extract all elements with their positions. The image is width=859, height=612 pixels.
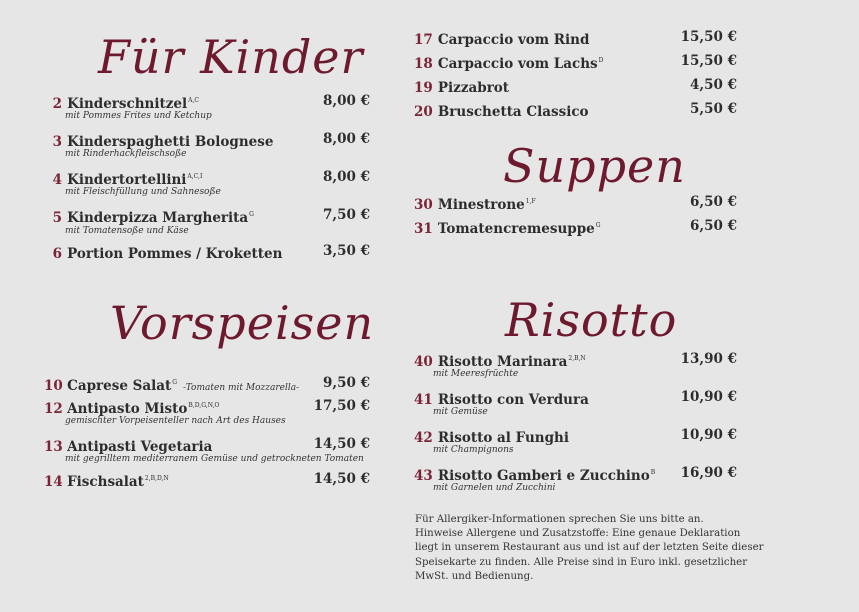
menu-item-14 bbox=[44, 471, 169, 490]
allergen-notice bbox=[415, 513, 764, 584]
item-price: 7,50 € bbox=[323, 207, 370, 223]
item-name: Caprese Salat bbox=[67, 378, 172, 394]
allergen-codes: 2,B,D,N bbox=[144, 475, 169, 482]
item-number: 5 bbox=[52, 210, 62, 226]
item-number: 4 bbox=[52, 172, 62, 188]
item-number: 19 bbox=[414, 80, 433, 96]
item-name: Tomatencremesuppe bbox=[437, 221, 595, 237]
item-name: Portion Pommes / Kroketten bbox=[67, 246, 283, 262]
item-price: 10,90 € bbox=[680, 427, 737, 443]
item-description: gemischter Vorpeisenteller nach Art des Hauses bbox=[65, 416, 286, 426]
item-number: 41 bbox=[414, 392, 433, 408]
menu-item-19 bbox=[414, 77, 509, 96]
item-price: 4,50 € bbox=[690, 77, 737, 93]
menu-item-41 bbox=[414, 389, 589, 408]
notice-line: liegt in unserem Restaurant aus und ist auf der letzten Seite dieser bbox=[415, 542, 764, 554]
item-name: Bruschetta Classico bbox=[437, 104, 589, 120]
heading-suppen: Suppen bbox=[503, 139, 686, 193]
item-description: mit Meeresfrüchte bbox=[433, 369, 519, 379]
item-price: 15,50 € bbox=[680, 29, 737, 45]
menu-item-18 bbox=[414, 53, 603, 72]
allergen-codes: A,C bbox=[188, 97, 199, 104]
item-name: Pizzabrot bbox=[437, 80, 510, 96]
item-price: 6,50 € bbox=[690, 218, 737, 234]
item-name: Kindertortellini bbox=[67, 172, 187, 188]
item-number: 30 bbox=[414, 197, 433, 213]
item-description: mit Tomatensoße und Käse bbox=[65, 226, 189, 236]
menu-item-40 bbox=[414, 351, 586, 370]
heading-risotto: Risotto bbox=[505, 293, 678, 347]
allergen-codes: G bbox=[172, 379, 178, 386]
allergen-codes: 2,B,N bbox=[568, 355, 586, 362]
menu-item-13 bbox=[44, 436, 212, 455]
item-name: Risotto al Funghi bbox=[437, 430, 569, 446]
item-number: 42 bbox=[414, 430, 433, 446]
item-price: 8,00 € bbox=[323, 131, 370, 147]
notice-line: Hinweise Allergene und Zusatzstoffe: Eine genaue Deklaration bbox=[415, 528, 741, 540]
item-description: mit Gemüse bbox=[433, 407, 488, 417]
menu-item-42 bbox=[414, 427, 569, 446]
item-note: -Tomaten mit Mozzarella- bbox=[183, 383, 300, 393]
item-name: Antipasto Misto bbox=[67, 401, 188, 417]
item-number: 14 bbox=[44, 474, 63, 490]
item-name: Minestrone bbox=[437, 197, 525, 213]
item-description: mit Rinderhackfleischsoße bbox=[65, 149, 187, 159]
item-number: 6 bbox=[52, 246, 62, 262]
allergen-codes: A,C,I bbox=[187, 173, 203, 180]
item-description: mit Garnelen und Zucchini bbox=[433, 483, 556, 493]
item-name: Risotto con Verdura bbox=[437, 392, 589, 408]
item-number: 31 bbox=[414, 221, 433, 237]
item-number: 3 bbox=[52, 134, 62, 150]
item-number: 10 bbox=[44, 378, 63, 394]
item-price: 3,50 € bbox=[323, 243, 370, 259]
item-name: Fischsalat bbox=[67, 474, 144, 490]
menu-item-31 bbox=[414, 218, 601, 237]
heading-fuer-kinder: Für Kinder bbox=[98, 30, 364, 84]
item-number: 2 bbox=[52, 96, 62, 112]
item-price: 8,00 € bbox=[323, 169, 370, 185]
allergen-codes: G bbox=[249, 211, 254, 218]
item-price: 16,90 € bbox=[680, 465, 737, 481]
notice-line: Speisekarte zu finden. Alle Preise sind in Euro inkl. gesetzlicher bbox=[415, 556, 748, 568]
item-name: Kinderspaghetti Bolognese bbox=[67, 134, 274, 150]
item-description: mit Champignons bbox=[433, 445, 514, 455]
item-number: 43 bbox=[414, 468, 433, 484]
item-number: 13 bbox=[44, 439, 63, 455]
menu-item-3 bbox=[44, 131, 273, 150]
item-name: Antipasti Vegetaria bbox=[67, 439, 213, 455]
item-price: 5,50 € bbox=[690, 101, 737, 117]
notice-line: Für Allergiker-Informationen sprechen Sie uns bitte an. bbox=[415, 514, 704, 525]
menu-item-2 bbox=[44, 93, 199, 112]
item-name: Risotto Marinara bbox=[437, 354, 568, 370]
item-name: Carpaccio vom Rind bbox=[437, 32, 590, 48]
item-price: 15,50 € bbox=[680, 53, 737, 69]
allergen-codes: 1,F bbox=[525, 198, 536, 205]
item-price: 17,50 € bbox=[313, 398, 370, 414]
menu-item-43 bbox=[414, 465, 655, 484]
menu-item-12 bbox=[44, 398, 219, 417]
item-price: 8,00 € bbox=[323, 93, 370, 109]
allergen-codes: B,D,G,N,O bbox=[188, 402, 220, 409]
heading-vorspeisen: Vorspeisen bbox=[110, 296, 375, 350]
item-name: Carpaccio vom Lachs bbox=[437, 56, 598, 72]
item-price: 9,50 € bbox=[323, 375, 370, 391]
menu-item-30 bbox=[414, 194, 536, 213]
item-price: 6,50 € bbox=[690, 194, 737, 210]
item-number: 18 bbox=[414, 56, 433, 72]
item-price: 10,90 € bbox=[680, 389, 737, 405]
allergen-codes: G bbox=[595, 222, 601, 229]
allergen-codes: B bbox=[650, 469, 656, 476]
item-name: Risotto Gamberi e Zucchino bbox=[437, 468, 650, 484]
allergen-codes: D bbox=[598, 57, 604, 64]
menu-item-20 bbox=[414, 101, 589, 120]
item-number: 20 bbox=[414, 104, 433, 120]
menu-item-4 bbox=[44, 169, 202, 188]
item-number: 17 bbox=[414, 32, 433, 48]
notice-line: MwSt. und Bedienung. bbox=[415, 570, 534, 582]
item-price: 14,50 € bbox=[313, 471, 370, 487]
menu-item-6 bbox=[44, 243, 282, 262]
item-description: mit Fleischfüllung und Sahnesoße bbox=[65, 187, 221, 197]
item-number: 12 bbox=[44, 401, 63, 417]
item-name: Kinderpizza Margherita bbox=[67, 210, 249, 226]
item-price: 13,90 € bbox=[680, 351, 737, 367]
item-name: Kinderschnitzel bbox=[67, 96, 188, 112]
item-description: mit gegrilltem mediterranem Gemüse und getrockneten Tomaten bbox=[65, 454, 364, 464]
menu-item-10 bbox=[44, 375, 299, 394]
menu-item-17 bbox=[414, 29, 589, 48]
menu-item-5 bbox=[44, 207, 254, 226]
item-description: mit Pommes Frites und Ketchup bbox=[65, 111, 212, 121]
item-number: 40 bbox=[414, 354, 433, 370]
item-price: 14,50 € bbox=[313, 436, 370, 452]
